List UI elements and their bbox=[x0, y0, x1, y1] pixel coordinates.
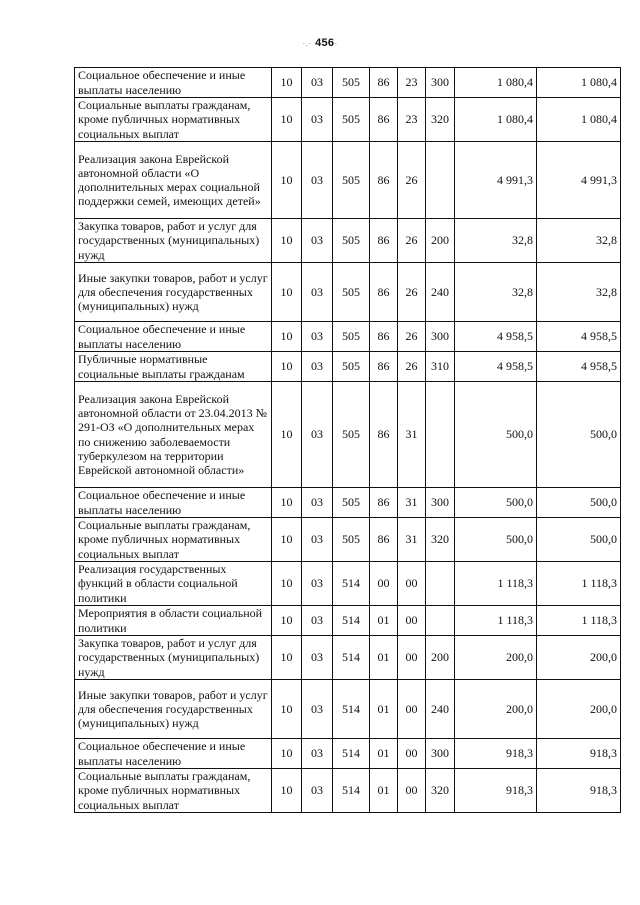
row-name: Закупка товаров, работ и услуг для государственных (муниципальных) нужд bbox=[75, 636, 272, 680]
section-code: 10 bbox=[272, 636, 302, 680]
target-subarticle-code: 86 bbox=[370, 98, 398, 142]
target-subarticle-code: 86 bbox=[370, 352, 398, 382]
target-subarticle-code: 01 bbox=[370, 606, 398, 636]
page-number bbox=[0, 37, 640, 49]
subsection-code: 03 bbox=[302, 636, 333, 680]
section-code: 10 bbox=[272, 562, 302, 606]
section-code: 10 bbox=[272, 606, 302, 636]
target-item-code: 31 bbox=[398, 488, 426, 518]
expense-type-code: 300 bbox=[426, 739, 455, 769]
row-name: Социальное обеспечение и иные выплаты населению bbox=[75, 68, 272, 98]
section-code: 10 bbox=[272, 322, 302, 352]
section-code: 10 bbox=[272, 739, 302, 769]
target-article-code: 505 bbox=[333, 68, 370, 98]
target-item-code: 00 bbox=[398, 680, 426, 739]
target-item-code: 26 bbox=[398, 352, 426, 382]
amount-approved: 4 991,3 bbox=[455, 142, 537, 219]
expense-type-code: 320 bbox=[426, 769, 455, 813]
table-row bbox=[75, 769, 621, 813]
row-name: Социальное обеспечение и иные выплаты населению bbox=[75, 739, 272, 769]
section-code: 10 bbox=[272, 68, 302, 98]
table-row bbox=[75, 488, 621, 518]
subsection-code: 03 bbox=[302, 562, 333, 606]
row-name: Мероприятия в области социальной политики bbox=[75, 606, 272, 636]
page-number-value: 456 bbox=[315, 37, 335, 49]
target-subarticle-code: 86 bbox=[370, 488, 398, 518]
amount-total: 1 080,4 bbox=[537, 98, 621, 142]
subsection-code: 03 bbox=[302, 769, 333, 813]
expense-type-code bbox=[426, 142, 455, 219]
subsection-code: 03 bbox=[302, 98, 333, 142]
target-subarticle-code: 86 bbox=[370, 142, 398, 219]
amount-total: 200,0 bbox=[537, 636, 621, 680]
target-subarticle-code: 86 bbox=[370, 263, 398, 322]
row-name: Публичные нормативные социальные выплаты гражданам bbox=[75, 352, 272, 382]
section-code: 10 bbox=[272, 382, 302, 488]
expense-type-code bbox=[426, 606, 455, 636]
subsection-code: 03 bbox=[302, 263, 333, 322]
expense-type-code: 320 bbox=[426, 518, 455, 562]
amount-approved: 200,0 bbox=[455, 636, 537, 680]
table-row bbox=[75, 739, 621, 769]
subsection-code: 03 bbox=[302, 322, 333, 352]
table-row bbox=[75, 219, 621, 263]
amount-total: 1 118,3 bbox=[537, 606, 621, 636]
row-name: Иные закупки товаров, работ и услуг для обеспечения государственных (муниципальных) нужд bbox=[75, 263, 272, 322]
target-item-code: 31 bbox=[398, 382, 426, 488]
amount-total: 500,0 bbox=[537, 382, 621, 488]
target-article-code: 514 bbox=[333, 636, 370, 680]
subsection-code: 03 bbox=[302, 142, 333, 219]
amount-approved: 918,3 bbox=[455, 769, 537, 813]
amount-approved: 200,0 bbox=[455, 680, 537, 739]
table-row bbox=[75, 322, 621, 352]
table-row bbox=[75, 68, 621, 98]
amount-total: 1 118,3 bbox=[537, 562, 621, 606]
scan-smudge-right: · bbox=[334, 38, 338, 48]
target-article-code: 505 bbox=[333, 352, 370, 382]
row-name: Реализация закона Еврейской автономной области от 23.04.2013 № 291-ОЗ «О дополнительных мерах по снижению заболеваемости туберкулезом на территории Еврейской автономной области» bbox=[75, 382, 272, 488]
subsection-code: 03 bbox=[302, 382, 333, 488]
target-item-code: 00 bbox=[398, 606, 426, 636]
subsection-code: 03 bbox=[302, 680, 333, 739]
section-code: 10 bbox=[272, 488, 302, 518]
target-article-code: 514 bbox=[333, 739, 370, 769]
amount-approved: 32,8 bbox=[455, 219, 537, 263]
section-code: 10 bbox=[272, 680, 302, 739]
row-name: Социальные выплаты гражданам, кроме публичных нормативных социальных выплат bbox=[75, 98, 272, 142]
target-item-code: 26 bbox=[398, 322, 426, 352]
table-row bbox=[75, 352, 621, 382]
subsection-code: 03 bbox=[302, 488, 333, 518]
amount-approved: 1 118,3 bbox=[455, 562, 537, 606]
row-name: Иные закупки товаров, работ и услуг для обеспечения государственных (муниципальных) нужд bbox=[75, 680, 272, 739]
target-article-code: 505 bbox=[333, 142, 370, 219]
amount-total: 4 991,3 bbox=[537, 142, 621, 219]
target-article-code: 514 bbox=[333, 606, 370, 636]
row-name: Социальные выплаты гражданам, кроме публичных нормативных социальных выплат bbox=[75, 518, 272, 562]
table-row bbox=[75, 680, 621, 739]
target-item-code: 26 bbox=[398, 263, 426, 322]
amount-approved: 500,0 bbox=[455, 518, 537, 562]
table-row bbox=[75, 518, 621, 562]
amount-total: 200,0 bbox=[537, 680, 621, 739]
target-article-code: 505 bbox=[333, 219, 370, 263]
target-subarticle-code: 01 bbox=[370, 739, 398, 769]
amount-total: 918,3 bbox=[537, 739, 621, 769]
section-code: 10 bbox=[272, 352, 302, 382]
amount-approved: 32,8 bbox=[455, 263, 537, 322]
amount-total: 500,0 bbox=[537, 518, 621, 562]
table-row bbox=[75, 142, 621, 219]
subsection-code: 03 bbox=[302, 606, 333, 636]
table-row bbox=[75, 562, 621, 606]
target-subarticle-code: 86 bbox=[370, 382, 398, 488]
section-code: 10 bbox=[272, 98, 302, 142]
amount-approved: 1 080,4 bbox=[455, 98, 537, 142]
amount-total: 32,8 bbox=[537, 263, 621, 322]
amount-approved: 4 958,5 bbox=[455, 322, 537, 352]
table-row bbox=[75, 98, 621, 142]
target-subarticle-code: 86 bbox=[370, 219, 398, 263]
amount-approved: 1 080,4 bbox=[455, 68, 537, 98]
amount-total: 918,3 bbox=[537, 769, 621, 813]
budget-table-body bbox=[75, 68, 621, 813]
row-name: Реализация закона Еврейской автономной области «О дополнительных мерах социальной поддержки семей, имеющих детей» bbox=[75, 142, 272, 219]
target-article-code: 514 bbox=[333, 680, 370, 739]
subsection-code: 03 bbox=[302, 739, 333, 769]
target-subarticle-code: 00 bbox=[370, 562, 398, 606]
amount-total: 4 958,5 bbox=[537, 322, 621, 352]
target-subarticle-code: 86 bbox=[370, 322, 398, 352]
amount-approved: 500,0 bbox=[455, 488, 537, 518]
expense-type-code: 300 bbox=[426, 322, 455, 352]
subsection-code: 03 bbox=[302, 518, 333, 562]
amount-total: 500,0 bbox=[537, 488, 621, 518]
target-article-code: 514 bbox=[333, 562, 370, 606]
table-row bbox=[75, 606, 621, 636]
table-row bbox=[75, 382, 621, 488]
row-name: Реализация государственных функций в области социальной политики bbox=[75, 562, 272, 606]
amount-approved: 500,0 bbox=[455, 382, 537, 488]
target-article-code: 505 bbox=[333, 263, 370, 322]
subsection-code: 03 bbox=[302, 219, 333, 263]
scan-smudge-left: ·.· bbox=[302, 38, 312, 48]
section-code: 10 bbox=[272, 518, 302, 562]
row-name: Социальное обеспечение и иные выплаты населению bbox=[75, 488, 272, 518]
target-subarticle-code: 86 bbox=[370, 518, 398, 562]
target-item-code: 00 bbox=[398, 562, 426, 606]
expense-type-code bbox=[426, 382, 455, 488]
expense-type-code: 310 bbox=[426, 352, 455, 382]
expense-type-code: 240 bbox=[426, 263, 455, 322]
target-article-code: 505 bbox=[333, 488, 370, 518]
target-item-code: 00 bbox=[398, 739, 426, 769]
row-name: Социальное обеспечение и иные выплаты населению bbox=[75, 322, 272, 352]
target-item-code: 23 bbox=[398, 98, 426, 142]
amount-total: 4 958,5 bbox=[537, 352, 621, 382]
expense-type-code: 240 bbox=[426, 680, 455, 739]
target-item-code: 00 bbox=[398, 636, 426, 680]
target-subarticle-code: 86 bbox=[370, 68, 398, 98]
target-item-code: 00 bbox=[398, 769, 426, 813]
target-subarticle-code: 01 bbox=[370, 680, 398, 739]
expense-type-code: 300 bbox=[426, 488, 455, 518]
expense-type-code bbox=[426, 562, 455, 606]
target-subarticle-code: 01 bbox=[370, 636, 398, 680]
target-article-code: 505 bbox=[333, 322, 370, 352]
section-code: 10 bbox=[272, 219, 302, 263]
budget-table bbox=[74, 67, 621, 813]
target-subarticle-code: 01 bbox=[370, 769, 398, 813]
amount-total: 1 080,4 bbox=[537, 68, 621, 98]
amount-approved: 918,3 bbox=[455, 739, 537, 769]
target-item-code: 26 bbox=[398, 219, 426, 263]
section-code: 10 bbox=[272, 142, 302, 219]
amount-approved: 1 118,3 bbox=[455, 606, 537, 636]
section-code: 10 bbox=[272, 769, 302, 813]
expense-type-code: 200 bbox=[426, 636, 455, 680]
expense-type-code: 320 bbox=[426, 98, 455, 142]
target-item-code: 26 bbox=[398, 142, 426, 219]
target-article-code: 505 bbox=[333, 518, 370, 562]
row-name: Закупка товаров, работ и услуг для государственных (муниципальных) нужд bbox=[75, 219, 272, 263]
expense-type-code: 200 bbox=[426, 219, 455, 263]
section-code: 10 bbox=[272, 263, 302, 322]
table-row bbox=[75, 263, 621, 322]
target-article-code: 514 bbox=[333, 769, 370, 813]
table-row bbox=[75, 636, 621, 680]
target-article-code: 505 bbox=[333, 98, 370, 142]
expense-type-code: 300 bbox=[426, 68, 455, 98]
target-item-code: 23 bbox=[398, 68, 426, 98]
row-name: Социальные выплаты гражданам, кроме публичных нормативных социальных выплат bbox=[75, 769, 272, 813]
amount-total: 32,8 bbox=[537, 219, 621, 263]
amount-approved: 4 958,5 bbox=[455, 352, 537, 382]
subsection-code: 03 bbox=[302, 352, 333, 382]
target-item-code: 31 bbox=[398, 518, 426, 562]
target-article-code: 505 bbox=[333, 382, 370, 488]
subsection-code: 03 bbox=[302, 68, 333, 98]
